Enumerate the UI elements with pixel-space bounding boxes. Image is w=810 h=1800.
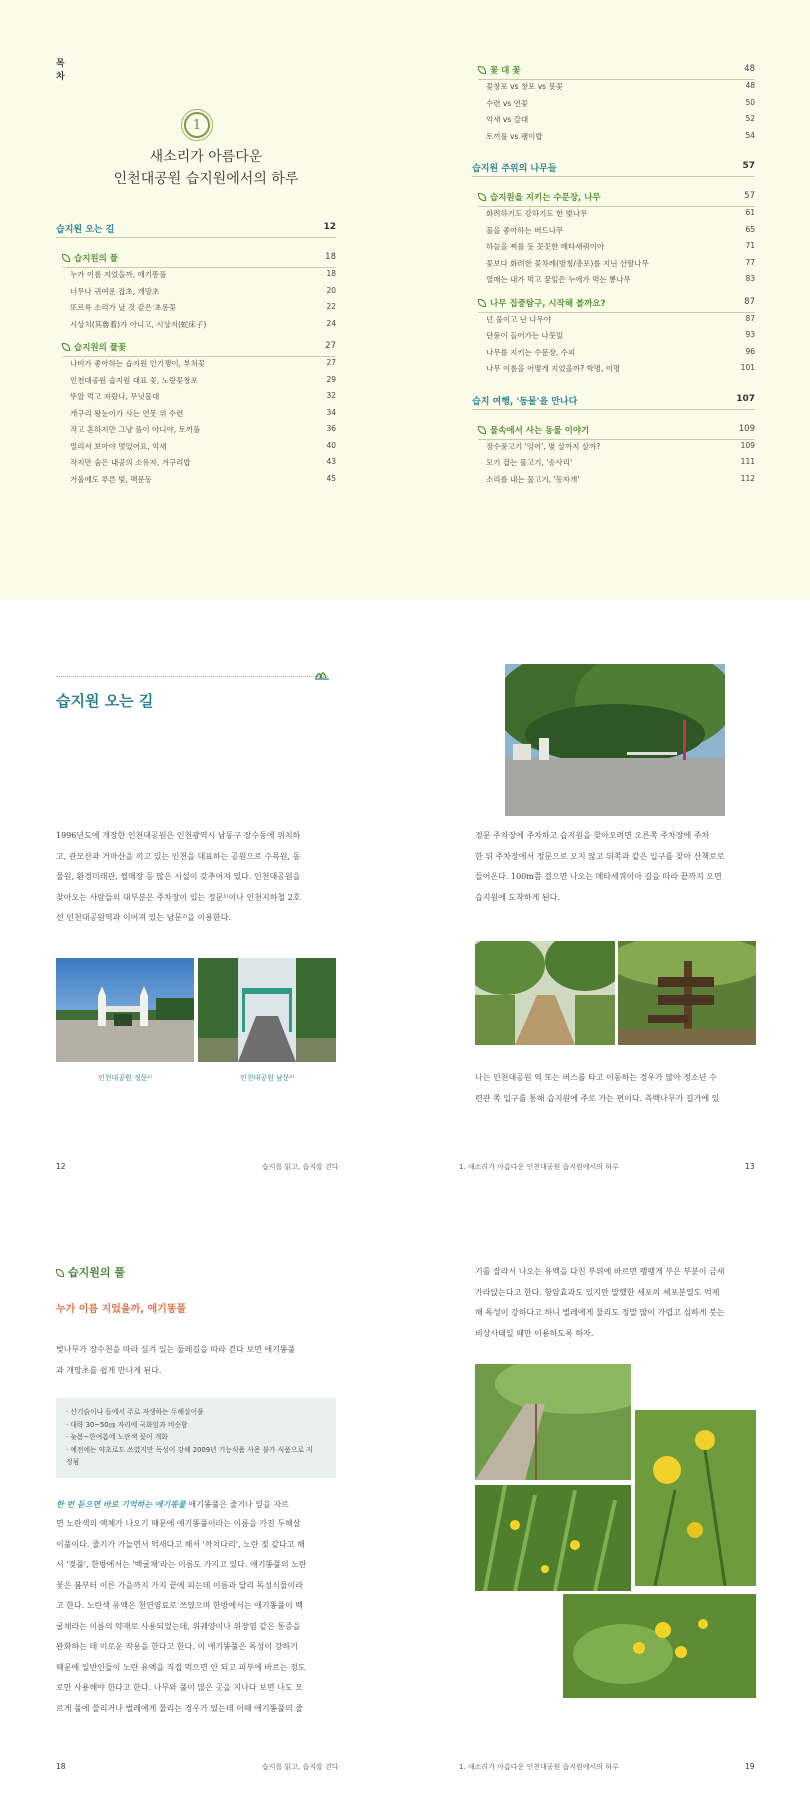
toc-item-label: 인천대공원 습지원 대표 꽃, 노랑꽃창포	[70, 375, 198, 385]
toc-page-number: 48	[745, 81, 755, 90]
toc-divider	[472, 409, 755, 410]
toc-item	[486, 314, 755, 325]
photo-yellow-flower-1	[635, 1410, 756, 1586]
toc-spread	[0, 0, 810, 600]
chapter-title-line1: 새소리가 아름다운	[149, 149, 263, 165]
toc-right-page	[405, 0, 810, 600]
toc-page-number: 87	[744, 296, 755, 307]
toc-page-number: 101	[740, 363, 755, 372]
leaf-icon	[56, 1269, 64, 1277]
text-line: 물원, 환경미래관, 썰매장 등 많은 시설이 갖추어져 있다. 인천대공원을	[56, 872, 301, 881]
plant-facts-box: · 산기슭이나 들에서 주로 자생하는 두해살이풀 · 대략 30~50㎝ 자리에 국화잎과 비슷함 · 늦봄~한여름에 노란색 꽃이 개화 · 예전에는 약초로도 쓰였지만 독성이 강해 2009년 기능식품 사용 불가 식품으로 지 정됨	[56, 1398, 336, 1478]
text-line: 벚나무가 장수천을 따라 심겨 있는 둘레길을 따라 걷다 보면 애기똥풀	[56, 1345, 296, 1354]
toc-item-label: 뚜알 먹고 자랐나, 무닛물대	[70, 392, 160, 401]
text-line: 면 노란색의 액체가 나오기 때문에 애기똥풀이라는 이름을 가진 두해살	[56, 1519, 301, 1528]
toc-group-label: 꽃 대 꽃	[490, 66, 521, 76]
text-line: 이풀이다. 줄기가 가늘면서 억새다고 해서 '까치다리', 노란 젖 같다고 해	[56, 1539, 305, 1549]
toc-page-number: 54	[745, 130, 755, 140]
toc-page-number: 83	[745, 274, 755, 283]
toc-group-label: 습지원의 풀	[74, 254, 119, 264]
leaf-icon	[62, 254, 70, 262]
toc-item-label: 넌 풀이고 난 나무야	[486, 314, 552, 324]
toc-divider	[478, 206, 755, 207]
toc-page-number: 96	[745, 346, 755, 356]
toc-page-number: 27	[325, 341, 336, 351]
toc-item-label: 겨울에도 푸른 빛, 맥문동	[70, 474, 152, 484]
leaf-icon	[478, 299, 486, 307]
p18-body-first-line: 한 번 듣으면 바로 기억하는 애기똥풀 애기똥풀은 줄기나 잎을 자르	[56, 1499, 289, 1509]
folio-13: 13	[745, 1162, 755, 1171]
toc-section-label: 습지원 주위의 나무들	[472, 164, 557, 174]
toc-item	[70, 319, 336, 330]
running-head-18: 습지를 읽고, 습지를 걷다	[262, 1763, 339, 1771]
toc-item-label: 작고 흔하지만 그냥 풀이 아니야, 토끼풀	[70, 425, 201, 434]
text-line: 로만 사용해야 한다고 한다. 나무와 풀이 많은 곳을 지나다 보면 나도 모	[56, 1683, 303, 1692]
toc-page-number: 24	[326, 318, 336, 328]
photo-main-gate	[56, 958, 194, 1062]
toc-page-number: 111	[740, 457, 755, 466]
toc-item-label: 개구리 왕눈이가 사는 연못 위 수련	[70, 408, 184, 418]
toc-item-label: 멀리서 보아야 멋있어요, 억새	[70, 441, 167, 451]
toc-page-number: 20	[326, 285, 336, 295]
emphasis-phrase: 한 번 듣으면 바로 기억하는 애기똥풀	[56, 1499, 186, 1509]
toc-divider	[56, 237, 336, 238]
toc-divider	[62, 267, 336, 268]
photo-yellow-flower-2	[563, 1594, 756, 1698]
toc-item-label: 너무나 귀여운 잡초, 개망초	[70, 286, 160, 296]
toc-page-number: 87	[745, 313, 755, 323]
toc-item	[486, 81, 755, 92]
text-line: 꽃은 봄부터 이른 가을까지 가지 끝에 피는데 이름과 달리 독성식물이라	[56, 1580, 303, 1590]
toc-group	[62, 252, 336, 264]
photo-grass-flowers	[475, 1485, 631, 1591]
toc-item-label: 억새 vs 갈대	[486, 115, 529, 124]
toc-section	[472, 161, 755, 174]
chapter-number-badge: 1	[184, 112, 210, 138]
toc-page-number: 77	[745, 257, 755, 267]
toc-section	[472, 394, 755, 407]
text-line: 굴채라는 이름의 약재로 사용되었는데, 위궤양이나 위장염 같은 통증을	[56, 1621, 301, 1631]
toc-item-label: 꽃창포 vs 창포 vs 붓꽃	[486, 82, 563, 91]
photo-south-gate	[198, 958, 336, 1062]
running-head-19: 1. 새소리가 아름다운 인천대공원 습지원에서의 하루	[459, 1763, 619, 1771]
text-line: 들어온다. 100m쯤 걸으면 나오는 메타세쿼이아 길을 따라 끝까지 오면	[475, 872, 722, 881]
toc-item-label: 작지만 숨은 내공의 소유자, 겨구리밥	[70, 458, 191, 467]
toc-item	[70, 269, 336, 280]
toc-page-number: 34	[326, 407, 336, 417]
text-line: 선 인천대공원역과 이어져 있는 남문²⁾을 이용한다.	[56, 913, 231, 922]
toc-group-label: 습지원의 풀꽃	[74, 343, 127, 353]
text-line: 해 독성이 강하다고 하니 벌레에게 물리도 정말 많이 가렵고 심하게 붓는	[475, 1308, 725, 1317]
toc-item-label: 나무 이름을 어떻게 지었을까? 학명, 이명	[486, 364, 621, 373]
toc-group	[478, 191, 755, 203]
toc-section	[56, 222, 336, 235]
text-line: 찾아오는 사람들의 대부분은 주차장이 있는 정문¹⁾이나 인천지하철 2호	[56, 892, 301, 902]
folio-18: 18	[56, 1762, 66, 1771]
toc-page-number: 22	[326, 302, 336, 311]
toc-item-label: 또르륵 소리가 날 것 같은 초롱꽃	[70, 303, 177, 312]
toc-item-label: 시상치(其魯着)가 아니고, 시상지(蛇床子)	[70, 319, 207, 329]
toc-section-label: 습지원 오는 길	[56, 225, 115, 235]
text-line: 가라앉는다고 한다. 항암효과도 있지만 말했한 세포의 세포분열도 억제	[475, 1287, 720, 1297]
toc-item-label: 나무를 지키는 수문장, 수피	[486, 347, 576, 357]
toc-divider	[472, 176, 755, 177]
text-line: 련관 쪽 입구를 통해 습지원에 주로 가는 편이다. 측백나무가 길가에 있	[475, 1093, 720, 1103]
text-line: 한 뒤 주차장에서 정문으로 오지 않고 뒤쪽과 같은 입구를 찾아 산책로로	[475, 851, 725, 861]
text-line: 르게 풀에 쓸리거나 벌레에게 물리는 경우가 있는데 이때 애기똥풀의 줄	[56, 1703, 303, 1713]
toc-item	[486, 457, 755, 468]
toc-item-label: 장수풍고기 '잉어', 몇 살까지 살까?	[486, 441, 601, 451]
toc-divider	[478, 79, 755, 80]
toc-group-label: 물속에서 사는 동물 이야기	[490, 425, 590, 436]
toc-item	[486, 98, 755, 109]
toc-item-label: 소리를 내는 물고기, '동자개'	[486, 474, 580, 484]
toc-page-number: 61	[745, 208, 755, 217]
toc-item	[70, 424, 336, 435]
page-title: 습지원 오는 길	[56, 692, 154, 710]
running-head-12: 습지를 읽고, 습지를 걷다	[262, 1163, 339, 1171]
toc-item-label: 열매는 내가 먹고 꿈잎은 누에가 먹는 뽕나무	[486, 275, 631, 284]
toc-item-label: 나비가 좋아하는 습지원 인기쟁이, 부처꽃	[70, 359, 206, 368]
toc-page-number: 107	[736, 393, 755, 404]
leaf-icon	[478, 66, 486, 74]
toc-item	[70, 441, 336, 452]
toc-page-number: 50	[745, 97, 755, 107]
toc-item	[486, 330, 755, 341]
toc-item	[486, 114, 755, 125]
text-line: 완화하는 데 이로운 작용을 한다고 한다. 이 애기똥풀은 독성이 강하기	[56, 1642, 298, 1651]
text-line: 습지원에 도착하게 된다.	[475, 892, 560, 902]
toc-page-number: 12	[323, 222, 336, 232]
toc-item	[70, 457, 336, 468]
toc-item-label: 하늘을 찌를 듯 꼿꼿한 메타세쿼이아	[486, 242, 605, 251]
toc-page-number: 52	[745, 114, 755, 123]
toc-item	[486, 241, 755, 252]
toc-item	[70, 408, 336, 419]
toc-item	[486, 474, 755, 485]
toc-item-label: 수련 vs 연꽃	[486, 98, 529, 108]
toc-item	[70, 358, 336, 369]
toc-group	[478, 297, 755, 309]
caption-main-gate: 인천대공원 정문¹⁾	[97, 1074, 153, 1082]
section-heading-wetland-grass: 습지원의 풀	[56, 1264, 125, 1280]
toc-page-number: 112	[740, 473, 755, 483]
text-line: 서 '젖풀', 한방에서는 '백굴채'라는 이름도 가지고 있다. 애기똥풀의 노란	[56, 1560, 307, 1569]
toc-group	[478, 64, 755, 76]
toc-divider	[478, 312, 755, 313]
toc-item	[70, 474, 336, 485]
photo-signpost	[618, 941, 756, 1045]
text-line: 정문 주차장에 주차하고 습지원을 찾아오려면 오른쪽 주차장에 주차	[475, 831, 710, 840]
toc-page-number: 48	[744, 64, 755, 74]
toc-item	[486, 225, 755, 236]
title-dotted-rule	[56, 676, 328, 677]
toc-page-number: 27	[326, 358, 336, 367]
toc-page-number: 57	[742, 161, 755, 171]
toc-item	[486, 208, 755, 219]
toc-item-label: 토끼풀 vs 괭이밥	[486, 131, 543, 141]
toc-page-number: 71	[745, 241, 755, 250]
text-line: 나는 인천대공원 역 또는 버스를 타고 이동하는 경우가 많아 정소년 수	[475, 1073, 717, 1082]
photo-trail	[475, 1364, 631, 1480]
toc-group-label: 나무 집중탐구, 시작해 볼까요?	[490, 298, 606, 309]
toc-page-number: 109	[738, 423, 755, 434]
toc-item	[486, 441, 755, 452]
toc-page-number: 18	[325, 252, 336, 262]
toc-item-label: 단풍이 들어가는 나뭇잎	[486, 331, 564, 340]
photo-park-entrance	[505, 664, 725, 816]
folio-19: 19	[745, 1762, 755, 1771]
toc-page-number: 65	[745, 224, 755, 234]
photo-forest-path	[475, 941, 615, 1045]
text-line: 기를 잘라서 나오는 유액을 다친 부위에 바르면 팽팽게 부은 부분이 금새	[475, 1267, 725, 1276]
subsection-heading: 누가 이름 지었을까, 애기똥풀	[56, 1304, 187, 1315]
toc-item	[486, 274, 755, 285]
caption-south-gate: 인천대공원 남문²⁾	[239, 1074, 295, 1082]
toc-section-label: 습지 여행, '동물'을 만나다	[472, 396, 578, 407]
text-line: 고, 관모산과 거마산을 끼고 있는 인천을 대표하는 공원으로 수목원, 동	[56, 851, 301, 861]
text-line: 비상사태일 때만 이용하도록 하자.	[475, 1328, 594, 1338]
toc-item-label: 물을 좋아하는 버드나무	[486, 225, 564, 235]
toc-item	[486, 258, 755, 269]
leaf-icon	[62, 343, 70, 351]
toc-page-number: 32	[326, 391, 336, 400]
toc-divider	[62, 356, 336, 357]
toc-group	[478, 424, 755, 436]
running-head-13: 1. 새소리가 아름다운 인천대공원 습지원에서의 하루	[459, 1163, 619, 1171]
toc-item-label: 누가 이름 지었을까, 애기똥풀	[70, 270, 167, 279]
toc-page-number: 57	[744, 191, 755, 201]
toc-item-label: 꽃보다 화려한 꽃차례(방칭/총포)를 지닌 산딸나무	[486, 258, 649, 268]
text-line: 과 개망초를 쉽게 만나게 된다.	[56, 1365, 162, 1375]
text-line: 때문에 일반인들이 노란 유액을 직접 먹으면 안 되고 피부에 바르는 정도	[56, 1662, 306, 1672]
toc-item	[486, 347, 755, 358]
toc-item	[70, 391, 336, 402]
toc-left-page	[0, 0, 405, 600]
toc-item	[486, 131, 755, 142]
toc-group	[62, 341, 336, 353]
toc-item	[70, 375, 336, 386]
toc-heading: 목 차	[56, 59, 65, 82]
toc-page-number: 40	[326, 440, 336, 450]
leaf-icon	[478, 426, 486, 434]
toc-item	[70, 302, 336, 313]
toc-page-number: 29	[326, 374, 336, 384]
toc-item	[70, 286, 336, 297]
toc-page-number: 109	[740, 440, 755, 450]
toc-divider	[478, 439, 755, 440]
toc-page-number: 43	[326, 457, 336, 466]
text-line: 고 한다. 노란색 유액은 천연염료로 쓰였으며 한방에서는 애기똥풀이 백	[56, 1601, 303, 1610]
toc-item-label: 모기 잡는 물고기, '송사리'	[486, 458, 573, 467]
toc-page-number: 18	[326, 269, 336, 278]
chapter-title-line2: 인천대공원 습지원에서의 하루	[113, 171, 299, 187]
wetland-icon	[314, 666, 330, 680]
toc-page-number: 93	[745, 330, 755, 339]
toc-page-number: 45	[326, 473, 336, 483]
leaf-icon	[478, 193, 486, 201]
toc-group-label: 습지원을 지키는 수문장, 나무	[490, 193, 601, 203]
text-line: 1996년도에 개장한 인천대공원은 인천광역시 남동구 장수동에 위치하	[56, 831, 301, 840]
folio-12: 12	[56, 1162, 66, 1171]
toc-item	[486, 363, 755, 374]
toc-item-label: 화려하기도 강하기도 한 벚나무	[486, 209, 588, 218]
toc-page-number: 36	[326, 424, 336, 433]
